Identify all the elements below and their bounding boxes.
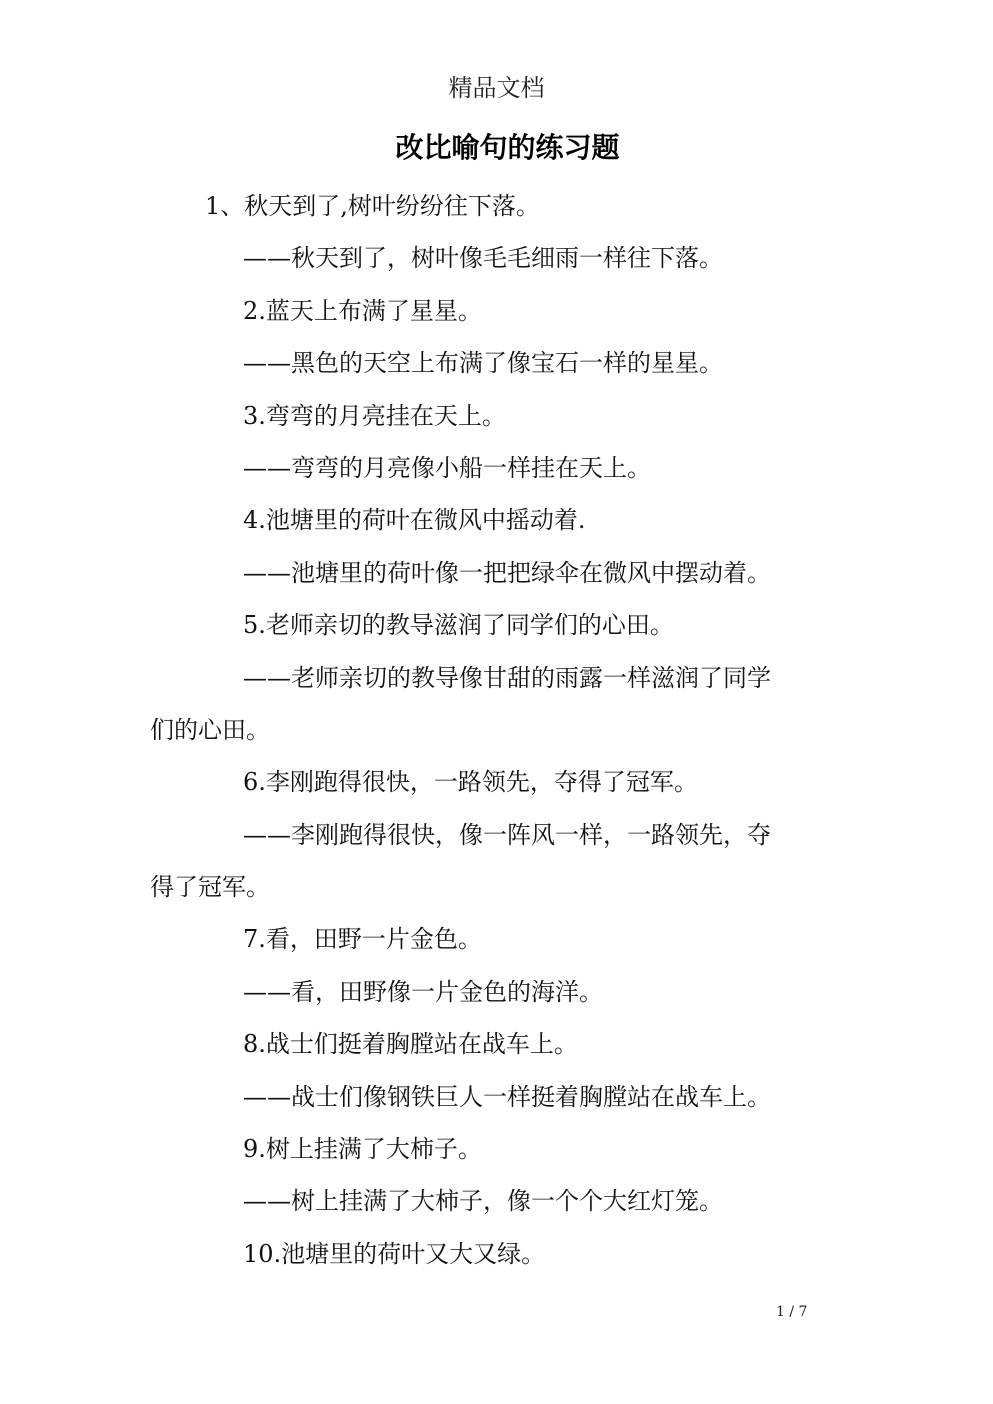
question-line: 5.老师亲切的教导滋润了同学们的心田。 [243, 611, 674, 640]
question-line: 4.池塘里的荷叶在微风中摇动着. [243, 506, 586, 535]
answer-line: ——弯弯的月亮像小船一样挂在天上。 [243, 453, 651, 482]
question-line: 3.弯弯的月亮挂在天上。 [243, 401, 506, 430]
document-title: 改比喻句的练习题 [395, 131, 620, 164]
question-line: 2.蓝天上布满了星星。 [243, 296, 482, 325]
answer-line: ——战士们像钢铁巨人一样挺着胸膛站在战车上。 [243, 1082, 771, 1111]
page-number: 1 / 7 [776, 1304, 808, 1320]
question-line: 9.树上挂满了大柿子。 [243, 1135, 482, 1164]
question-line: 10.池塘里的荷叶又大又绿。 [243, 1239, 546, 1268]
answer-continuation-line: 们的心田。 [150, 715, 270, 744]
answer-line: ——秋天到了，树叶像毛毛细雨一样往下落。 [243, 244, 723, 273]
answer-line: ——看，田野像一片金色的海洋。 [243, 977, 603, 1006]
answer-line: ——老师亲切的教导像甘甜的雨露一样滋润了同学 [243, 663, 771, 692]
answer-continuation-line: 得了冠军。 [150, 873, 270, 902]
page-header: 精品文档 [448, 74, 545, 102]
question-line: 7.看，田野一片金色。 [243, 925, 482, 954]
answer-line: ——树上挂满了大柿子，像一个个大红灯笼。 [243, 1187, 723, 1216]
answer-line: ——黑色的天空上布满了像宝石一样的星星。 [243, 349, 723, 378]
question-line: 6.李刚跑得很快，一路领先，夺得了冠军。 [243, 768, 698, 797]
answer-line: ——李刚跑得很快，像一阵风一样，一路领先，夺 [243, 820, 771, 849]
question-line: 8.战士们挺着胸膛站在战车上。 [243, 1030, 578, 1059]
answer-line: ——池塘里的荷叶像一把把绿伞在微风中摆动着。 [243, 558, 771, 587]
question-line: 1、秋天到了,树叶纷纷往下落。 [205, 192, 540, 220]
document-body [150, 180, 840, 1280]
